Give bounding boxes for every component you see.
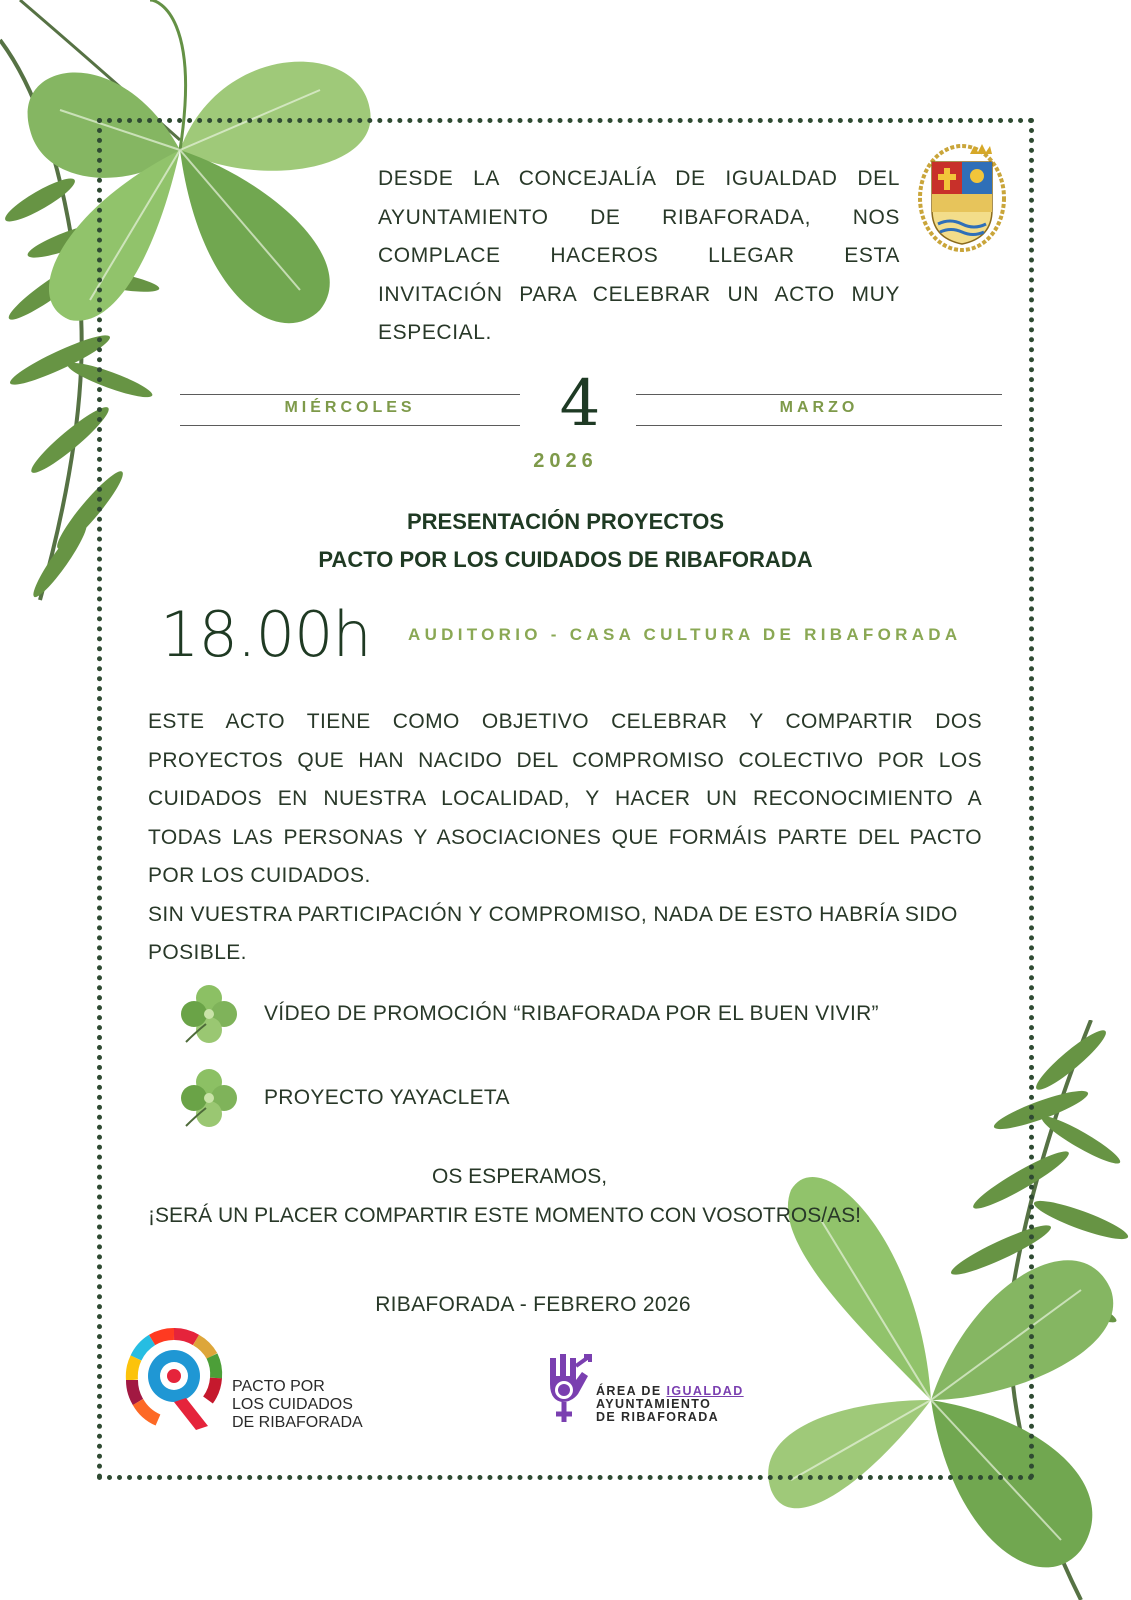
igualdad-logo-line3: DE RIBAFORADA [596, 1410, 720, 1424]
month-label: MARZO [779, 399, 859, 416]
igualdad-area-prefix: ÁREA DE [596, 1384, 667, 1398]
event-time: 18.00h [160, 598, 371, 671]
event-venue: AUDITORIO - CASA CULTURA DE RIBAFORADA [408, 625, 962, 644]
pacto-cuidados-logo-icon [124, 1326, 224, 1432]
pacto-logo-line3: DE RIBAFORADA [232, 1414, 363, 1431]
closing-line2: ¡SERÁ UN PLACER COMPARTIR ESTE MOMENTO CON VOSOTROS/AS! [148, 1204, 861, 1227]
program-item [178, 982, 998, 1052]
event-title-line1: PRESENTACIÓN PROYECTOS [406, 509, 724, 534]
pacto-logo-text [232, 1378, 363, 1432]
program-item [178, 1066, 998, 1136]
weekday-label: MIÉRCOLES [284, 399, 416, 416]
year-label: 2026 [533, 450, 598, 472]
clover-icon [178, 1066, 240, 1132]
month-top-rule [636, 394, 1002, 395]
clover-icon [178, 982, 240, 1048]
description-paragraph-1: ESTE ACTO TIENE COMO OBJETIVO CELEBRAR Y COMPARTIR DOS PROYECTOS QUE HAN NACIDO DEL COMPROMISO COLECTIVO POR LOS CUIDADOS EN NUESTRA LOCALIDAD, Y HACER UN RECONOCIMIENTO A TODAS LAS PERSONAS Y ASOCIACIONES QUE FORMÁIS PARTE DEL PACTO POR LOS CUIDADOS. [148, 710, 982, 887]
weekday-bottom-rule [180, 425, 520, 426]
igualdad-area-highlight: IGUALDAD [666, 1384, 744, 1398]
event-description [148, 703, 982, 973]
day-number: 4 [559, 367, 601, 441]
event-title-line2: PACTO POR LOS CUIDADOS DE RIBAFORADA [318, 547, 813, 572]
signoff-place-date: RIBAFORADA - FEBRERO 2026 [375, 1293, 691, 1316]
description-paragraph-2: SIN VUESTRA PARTICIPACIÓN Y COMPROMISO, NADA DE ESTO HABRÍA SIDO POSIBLE. [148, 902, 958, 964]
igualdad-logo-line2: AYUNTAMIENTO [596, 1397, 712, 1411]
program-item-label: PROYECTO YAYACLETA [264, 1086, 510, 1109]
pacto-logo-line1: PACTO POR [232, 1378, 325, 1395]
program-item-label: VÍDEO DE PROMOCIÓN “RIBAFORADA POR EL BUEN VIVIR” [264, 1002, 879, 1025]
intro-text: DESDE LA CONCEJALÍA DE IGUALDAD DEL AYUNTAMIENTO DE RIBAFORADA, NOS COMPLACE HACEROS LLEGAR ESTA INVITACIÓN PARA CELEBRAR UN ACTO MUY ESPECIAL. [378, 167, 900, 344]
area-igualdad-logo-icon [532, 1350, 606, 1428]
weekday-top-rule [180, 394, 520, 395]
date-row [0, 367, 1131, 441]
closing-message [148, 1157, 898, 1235]
month-bottom-rule [636, 425, 1002, 426]
closing-line1: OS ESPERAMOS, [432, 1165, 608, 1188]
ribaforada-coat-of-arms-icon [918, 140, 1006, 252]
igualdad-logo-text [596, 1385, 744, 1424]
event-title [0, 503, 1131, 579]
pacto-logo-line2: LOS CUIDADOS [232, 1396, 353, 1413]
